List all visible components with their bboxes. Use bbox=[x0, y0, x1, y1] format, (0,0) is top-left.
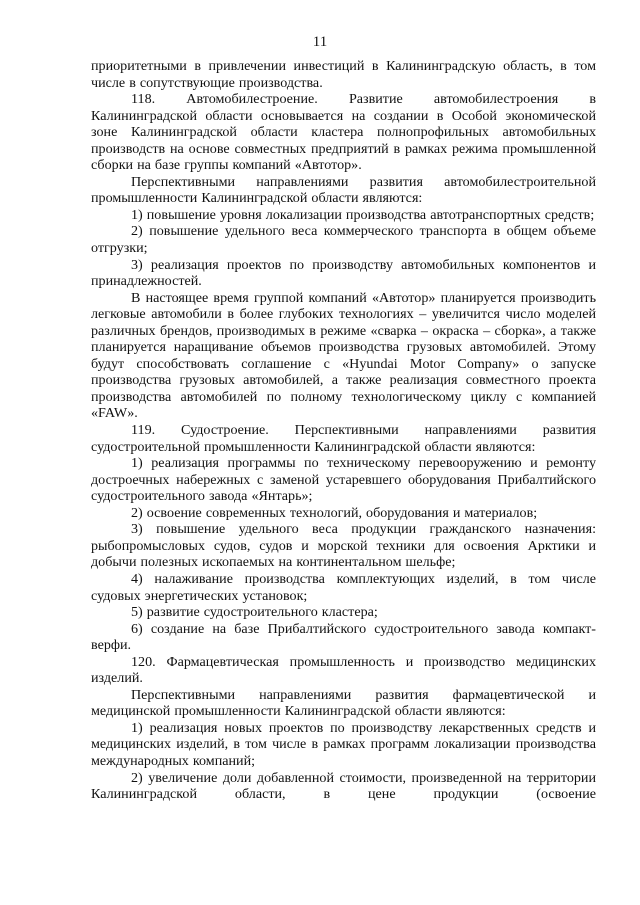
list-item: 3) повышение удельного веса продукции гражданского назначения: рыбопромысловых судов, судов и морской техники для освоения Арктики и добычи полезных ископаемых на континентальном шельфе; bbox=[91, 521, 596, 571]
page-number: 11 bbox=[312, 34, 328, 50]
paragraph: Перспективными направлениями развития фармацевтической и медицинской промышленности Калининградской области являются: bbox=[91, 686, 596, 720]
list-item: 2) освоение современных технологий, оборудования и материалов; bbox=[131, 504, 538, 521]
list-item: 4) налаживание производства комплектующих изделий, в том числе судовых энергетических установок; bbox=[91, 570, 596, 604]
paragraph-120-pharma: 120. Фармацевтическая промышленность и производство медицинских изделий. bbox=[91, 653, 596, 687]
list-item: 6) создание на базе Прибалтийского судостроительного завода компакт-верфи. bbox=[91, 620, 596, 654]
list-item: 2) увеличение доли добавленной стоимости, произведенной на территории Калининградской области, в цене продукции (освоение bbox=[91, 769, 596, 803]
document-body bbox=[91, 58, 596, 803]
list-item: 5) развитие судостроительного кластера; bbox=[131, 604, 378, 621]
paragraph: приоритетными в привлечении инвестиций в Калининградскую область, в том числе в сопутствующие производства. bbox=[91, 58, 596, 91]
paragraph: Перспективными направлениями развития автомобилестроительной промышленности Калининградской области являются: bbox=[91, 173, 596, 207]
list-item: 3) реализация проектов по производству автомобильных компонентов и принадлежностей. bbox=[91, 256, 596, 290]
list-item: 2) повышение удельного веса коммерческого транспорта в общем объеме отгрузки; bbox=[91, 223, 596, 257]
list-item: 1) реализация новых проектов по производству лекарственных средств и медицинских изделий, в том числе в рамках программ локализации производства международных компаний; bbox=[91, 719, 596, 769]
paragraph-118-automotive: 118. Автомобилестроение. Развитие автомобилестроения в Калининградской области основывается на создании в Особой экономической зоне Калининградской области кластера полнопрофильных автомобильных производств на основе совместных предприятий в рамках режима промышленной сборки на базе группы компаний «Автотор». bbox=[91, 91, 596, 174]
list-item: 1) повышение уровня локализации производства автотранспортных средств; bbox=[131, 206, 595, 223]
list-item: 1) реализация программы по техническому перевооружению и ремонту достроечных набережных с заменой устаревшего оборудования Прибалтийского судостроительного завода «Янтарь»; bbox=[91, 455, 596, 505]
paragraph: В настоящее время группой компаний «Автотор» планируется производить легковые автомобили в более глубоких технологиях – увеличится число моделей различных брендов, производимых в режиме «сварка – окраска – сборка», а также планируется наращивание объемов производства грузовых автомобилей. Этому будут способствовать соглашение с «Hyundai Motor Company» о запуске производства грузовых автомобилей, а также реализация совместного проекта производства автомобилей по полному технологическому циклу с компанией «FAW». bbox=[91, 289, 596, 422]
paragraph-119-shipbuilding: 119. Судостроение. Перспективными направлениями развития судостроительной промышленности Калининградской области являются: bbox=[91, 422, 596, 455]
